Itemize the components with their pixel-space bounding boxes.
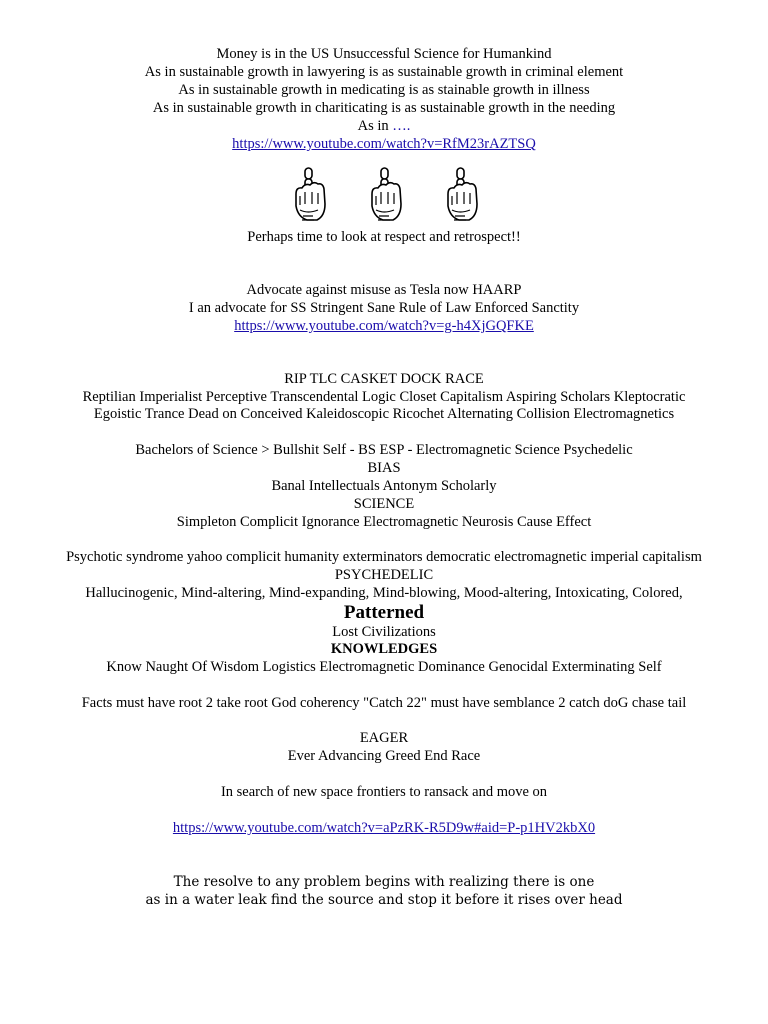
text-line: Advocate against misuse as Tesla now HAARP [246,282,522,298]
text-line: Egoistic Trance Dead on Conceived Kaleidoscopic Ricochet Alternating Collision Electromagnetics [93,406,675,422]
youtube-link-3[interactable]: https://www.youtube.com/watch?v=aPzRK-R5D9w#aid=P-p1HV2kbX0 [172,820,596,836]
text-line: As in sustainable growth in medicating is as stainable growth in illness [178,82,590,98]
text-fragment: As in [357,118,393,134]
text-line: Psychotic syndrome yahoo complicit humanity exterminators democratic electromagnetic imperial capitalism [66,549,702,565]
text-line: Ever Advancing Greed End Race [287,748,481,764]
skeleton-hand-icon [440,166,480,226]
text-line [0,135,768,153]
text-line: I an advocate for SS Stringent Sane Rule of Law Enforced Sanctity [188,300,580,316]
text-line: RIP TLC CASKET DOCK RACE [284,371,484,387]
text-line: PSYCHEDELIC [334,567,434,583]
text-line [0,819,768,837]
text-line: as in a water leak find the source and stop it before it rises over head [145,892,623,908]
text-line: As in sustainable growth in chariticating is as sustainable growth in the needing [152,100,616,116]
text-line-large: Patterned [343,602,425,623]
skeleton-hand-icon [288,166,328,226]
text-line: Simpleton Complicit Ignorance Electromagnetic Neurosis Cause Effect [176,514,592,530]
text-line: Know Naught Of Wisdom Logistics Electromagnetic Dominance Genocidal Exterminating Self [106,659,662,675]
text-line: EAGER [359,730,409,746]
text-line: Reptilian Imperialist Perceptive Transcendental Logic Closet Capitalism Aspiring Scholars Kleptocratic [82,389,686,405]
text-line-bold: KNOWLEDGES [330,641,438,657]
text-line: Banal Intellectuals Antonym Scholarly [271,478,497,494]
skeleton-hand-icon [364,166,404,226]
text-line: Money is in the US Unsuccessful Science for Humankind [216,46,552,62]
ellipsis-text: …. [392,118,411,134]
text-line: Perhaps time to look at respect and retrospect!! [247,229,521,245]
youtube-link-1[interactable]: https://www.youtube.com/watch?v=RfM23rAZTSQ [232,136,536,152]
text-line [0,317,768,335]
text-line: BIAS [367,460,401,476]
text-line: Lost Civilizations [332,624,436,640]
text-line [0,117,768,135]
text-line: Hallucinogenic, Mind-altering, Mind-expanding, Mind-blowing, Mood-altering, Intoxicating, Colored, [85,585,683,601]
text-line: As in sustainable growth in lawyering is as sustainable growth in criminal element [144,64,624,80]
icon-row [0,166,768,228]
text-line: The resolve to any problem begins with realizing there is one [173,874,595,890]
text-line: Bachelors of Science > Bullshit Self - BS ESP - Electromagnetic Science Psychedelic [135,442,633,458]
youtube-link-2[interactable]: https://www.youtube.com/watch?v=g-h4XjGQFKE [234,318,534,334]
text-line: SCIENCE [353,496,415,512]
text-line: In search of new space frontiers to ransack and move on [220,784,548,800]
text-line: Facts must have root 2 take root God coherency "Catch 22" must have semblance 2 catch doG chase tail [81,695,687,711]
